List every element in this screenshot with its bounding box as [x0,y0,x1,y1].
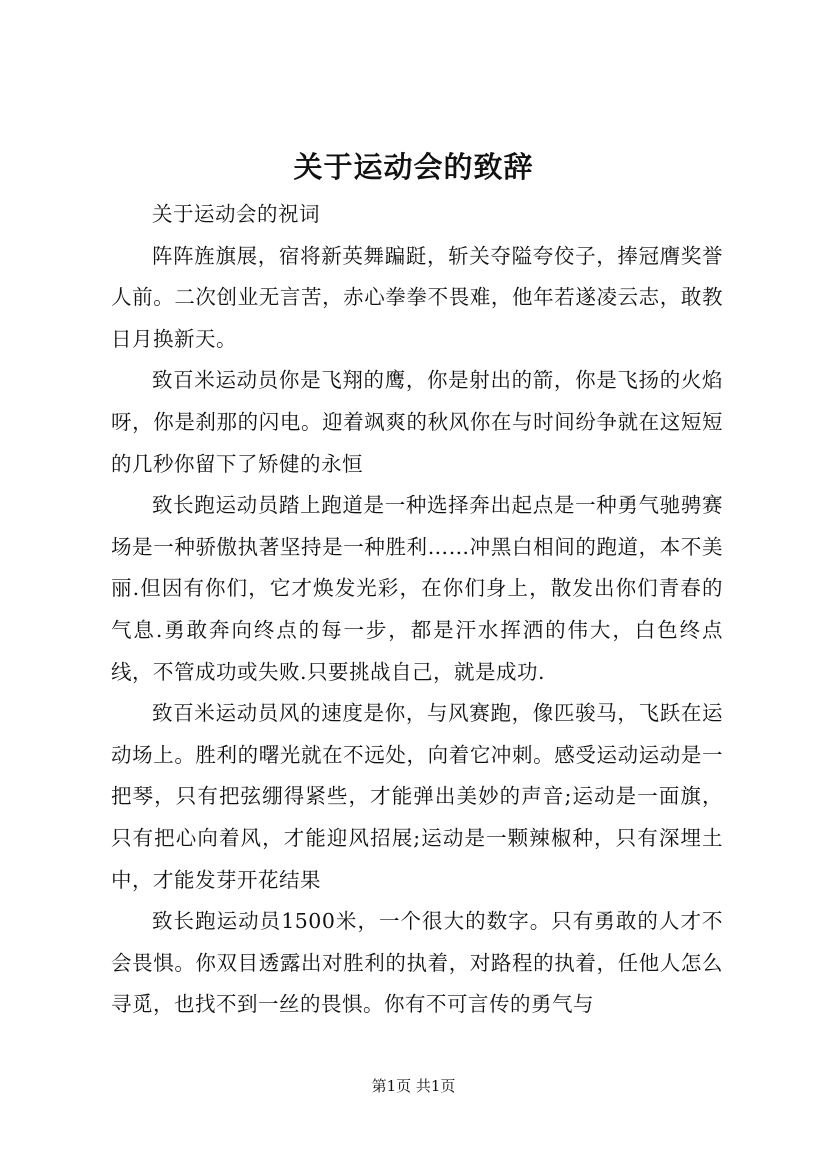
paragraph: 致长跑运动员1500米，一个很大的数字。只有勇敢的人才不会畏惧。你双目透露出对胜利的执着，对路程的执着，任他人怎么寻觅，也找不到一丝的畏惧。你有不可言传的勇气与 [111,909,723,1017]
document-title: 关于运动会的致辞 [293,150,534,184]
page-footer: 第1页 共1页 [371,1077,456,1095]
paragraph: 阵阵旌旗展，宿将新英舞蹁跹，斩关夺隘夸佼子，捧冠膺奖誉人前。二次创业无言苦，赤心拳拳不畏难，他年若遂凌云志，敢教日月换新天。 [111,243,723,351]
paragraph: 致百米运动员你是飞翔的鹰，你是射出的箭，你是飞扬的火焰呀，你是刹那的闪电。迎着飒爽的秋风你在与时间纷争就在这短短的几秒你留下了矫健的永恒 [111,368,723,476]
paragraph: 致长跑运动员踏上跑道是一种选择奔出起点是一种勇气驰骋赛场是一种骄傲执著坚持是一种胜利……冲黑白相间的跑道，本不美丽.但因有你们，它才焕发光彩，在你们身上，散发出你们青春的气息.勇敢奔向终点的每一步，都是汗水挥洒的伟大，白色终点线，不管成功或失败.只要挑战自己，就是成功. [111,493,723,684]
paragraph: 致百米运动员风的速度是你，与风赛跑，像匹骏马，飞跃在运动场上。胜利的曙光就在不远处，向着它冲刺。感受运动运动是一把琴，只有把弦绷得紧些，才能弹出美妙的声音;运动是一面旗，只有把心向着风，才能迎风招展;运动是一颗辣椒种，只有深埋土中，才能发芽开花结果 [111,701,723,892]
paragraph: 关于运动会的祝词 [152,202,320,226]
document-body [111,194,723,1026]
